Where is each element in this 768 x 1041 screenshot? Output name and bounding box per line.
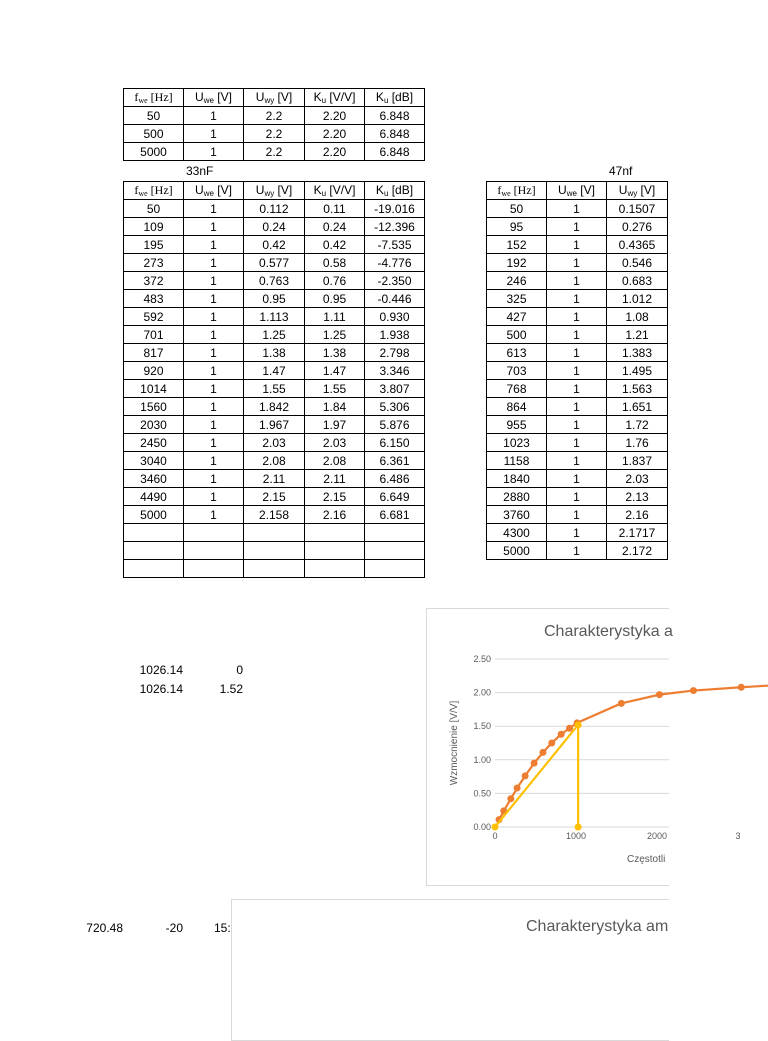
chart-2-title: Charakterystyka am [526, 918, 669, 935]
table-cell[interactable]: 1 [184, 254, 244, 272]
table-row [487, 416, 668, 434]
bottom-value-c: 15: [214, 921, 231, 935]
table-cell[interactable]: 1.383 [607, 344, 668, 362]
table-cell[interactable]: 1 [547, 398, 607, 416]
table-cell[interactable] [244, 542, 305, 560]
table-cell[interactable]: 1 [547, 200, 607, 218]
table-cell[interactable]: 246 [487, 272, 547, 290]
table-cell[interactable]: 0.76 [305, 272, 365, 290]
table-cell[interactable]: 0.763 [244, 272, 305, 290]
table-cell[interactable]: 1 [184, 416, 244, 434]
table-cell[interactable]: 5000 [487, 542, 547, 560]
table-cell[interactable]: 50 [124, 200, 184, 218]
table-cell[interactable]: 768 [487, 380, 547, 398]
table-row [124, 452, 425, 470]
table-cell[interactable]: 50 [487, 200, 547, 218]
data-point [738, 684, 745, 691]
table-cell[interactable]: 1 [547, 308, 607, 326]
table-cell[interactable]: 1.967 [244, 416, 305, 434]
table-cell[interactable]: 1.84 [305, 398, 365, 416]
table-cell[interactable]: 1 [547, 218, 607, 236]
table-row [487, 254, 668, 272]
table-row [124, 560, 425, 578]
y-tick-label: 2.00 [473, 687, 491, 698]
table-cell[interactable]: -4.776 [365, 254, 425, 272]
data-point [548, 740, 555, 747]
table-row [124, 143, 425, 161]
data-point [514, 785, 521, 792]
table-47nf-header-1: $U_{we}$ [V] [547, 182, 607, 200]
table-cell[interactable] [305, 524, 365, 542]
table-cell[interactable]: 2.16 [305, 506, 365, 524]
table-cell[interactable] [184, 524, 244, 542]
table-cell[interactable]: 920 [124, 362, 184, 380]
table-row [487, 452, 668, 470]
table-cell[interactable]: 2.172 [607, 542, 668, 560]
table-cell[interactable]: 1.837 [607, 452, 668, 470]
table-cell[interactable]: 1 [547, 434, 607, 452]
table-cell[interactable]: 0.112 [244, 200, 305, 218]
table-cell[interactable]: 1 [184, 272, 244, 290]
table-cell[interactable]: 0.11 [305, 200, 365, 218]
y-tick-label: 1.00 [473, 754, 491, 765]
table-cell[interactable]: 1 [184, 143, 244, 161]
table-row [124, 218, 425, 236]
table-row [124, 344, 425, 362]
table-cell[interactable]: 0.4365 [607, 236, 668, 254]
table-row [124, 107, 425, 125]
table-cell[interactable]: 6.150 [365, 434, 425, 452]
table-cell[interactable]: 6.848 [365, 125, 425, 143]
table-row [124, 470, 425, 488]
table-row [124, 254, 425, 272]
table-cell[interactable]: 0.95 [305, 290, 365, 308]
table-row [487, 506, 668, 524]
table-cell[interactable]: 2.2 [244, 143, 305, 161]
data-point [522, 772, 529, 779]
table-cell[interactable]: 864 [487, 398, 547, 416]
table-cell[interactable]: 1 [547, 236, 607, 254]
table-cell[interactable]: 1.938 [365, 326, 425, 344]
table-cell[interactable] [184, 542, 244, 560]
data-point [566, 725, 573, 732]
helper-a-2: 1026.14 [139, 682, 183, 696]
table-cell[interactable]: 4300 [487, 524, 547, 542]
table-row [124, 200, 425, 218]
table-row [124, 416, 425, 434]
table-cell[interactable]: -0.446 [365, 290, 425, 308]
table-cell[interactable]: 2.08 [305, 452, 365, 470]
table-cell[interactable]: 3.346 [365, 362, 425, 380]
table-cell[interactable]: 0.546 [607, 254, 668, 272]
table-cell[interactable] [244, 560, 305, 578]
table-cell[interactable]: 6.649 [365, 488, 425, 506]
table-cell[interactable]: 0.1507 [607, 200, 668, 218]
table-cell[interactable]: 2.03 [607, 470, 668, 488]
table-cell[interactable]: 1 [547, 380, 607, 398]
table-cell[interactable]: 2.03 [244, 434, 305, 452]
table-cell[interactable] [124, 542, 184, 560]
table-cell[interactable]: 1560 [124, 398, 184, 416]
table-cell[interactable]: 1.25 [305, 326, 365, 344]
table-cell[interactable]: 1 [547, 488, 607, 506]
table-cell[interactable]: -2.350 [365, 272, 425, 290]
table-cell[interactable]: 6.848 [365, 107, 425, 125]
table-cell[interactable]: 152 [487, 236, 547, 254]
table-row [124, 380, 425, 398]
table-cell[interactable]: 1014 [124, 380, 184, 398]
data-point [690, 687, 697, 694]
table-47nf-header-row [487, 182, 668, 200]
table-cell[interactable]: 1.47 [244, 362, 305, 380]
table-cell[interactable]: 1 [184, 470, 244, 488]
series-line [495, 725, 578, 827]
table-row [487, 326, 668, 344]
table-cell[interactable]: 1 [547, 524, 607, 542]
table-cell[interactable]: 273 [124, 254, 184, 272]
table-cell[interactable]: 1 [184, 308, 244, 326]
table-cell[interactable]: 2.15 [244, 488, 305, 506]
table-cell[interactable]: 5.306 [365, 398, 425, 416]
table-cell[interactable]: 1.55 [244, 380, 305, 398]
table-cell[interactable]: 1 [547, 362, 607, 380]
table-cell[interactable]: 6.486 [365, 470, 425, 488]
table-cell[interactable]: 1 [184, 236, 244, 254]
table-cell[interactable]: 0.42 [244, 236, 305, 254]
reference-table-header-4: $K_u$ [dB] [365, 89, 425, 107]
table-cell[interactable]: 5.876 [365, 416, 425, 434]
table-cell[interactable]: 817 [124, 344, 184, 362]
table-cell[interactable] [124, 560, 184, 578]
reference-table [123, 88, 425, 161]
table-cell[interactable]: -12.396 [365, 218, 425, 236]
table-row [124, 524, 425, 542]
table-cell[interactable]: 1 [184, 107, 244, 125]
table-cell[interactable]: 955 [487, 416, 547, 434]
x-tick-label: 0 [492, 831, 498, 841]
table-cell[interactable]: 2.1717 [607, 524, 668, 542]
table-cell[interactable]: 1 [184, 218, 244, 236]
label-47nf: 47nf [609, 164, 633, 178]
table-cell[interactable]: 1 [547, 290, 607, 308]
table-cell[interactable] [365, 560, 425, 578]
table-cell[interactable]: 1 [547, 254, 607, 272]
table-row [487, 344, 668, 362]
table-cell[interactable]: 0.58 [305, 254, 365, 272]
y-tick-label: 2.50 [473, 654, 491, 664]
table-row [124, 236, 425, 254]
table-cell[interactable]: 2.2 [244, 107, 305, 125]
y-tick-label: 0.00 [473, 822, 491, 832]
table-cell[interactable]: 50 [124, 107, 184, 125]
table-cell[interactable]: 2.13 [607, 488, 668, 506]
reference-table-header-3: $K_u$ [V/V] [305, 89, 365, 107]
table-cell[interactable]: 1.651 [607, 398, 668, 416]
table-cell[interactable]: 1 [184, 290, 244, 308]
table-cell[interactable]: 4490 [124, 488, 184, 506]
table-cell[interactable]: 95 [487, 218, 547, 236]
x-tick-label: 2000 [646, 831, 668, 841]
data-point [575, 824, 582, 831]
data-point [558, 731, 565, 738]
table-cell[interactable]: 2.16 [607, 506, 668, 524]
data-point [492, 824, 499, 831]
table-cell[interactable]: 1 [184, 506, 244, 524]
table-cell[interactable]: 0.95 [244, 290, 305, 308]
table-cell[interactable]: 1 [184, 200, 244, 218]
table-cell[interactable]: 1 [184, 344, 244, 362]
table-row [487, 470, 668, 488]
table-row [124, 272, 425, 290]
table-cell[interactable]: 592 [124, 308, 184, 326]
table-cell[interactable]: 1 [547, 344, 607, 362]
table-33nf-header-0: $f_{we}$ [Hz] [124, 182, 184, 200]
table-33nf-header-4: $K_u$ [dB] [365, 182, 425, 200]
table-cell[interactable]: 192 [487, 254, 547, 272]
table-33nf-header-1: $U_{we}$ [V] [184, 182, 244, 200]
x-tick-label: 3 [735, 831, 741, 841]
table-cell[interactable]: 703 [487, 362, 547, 380]
data-point [656, 691, 663, 698]
table-33nf-header-2: $U_{wy}$ [V] [244, 182, 305, 200]
table-cell[interactable]: 1.76 [607, 434, 668, 452]
y-tick-label: 0.50 [473, 788, 491, 799]
table-cell[interactable]: 5000 [124, 143, 184, 161]
table-cell[interactable]: 2.11 [244, 470, 305, 488]
reference-table-header-0: $f_{we}$ [Hz] [124, 89, 184, 107]
table-cell[interactable] [365, 542, 425, 560]
table-cell[interactable]: 0.42 [305, 236, 365, 254]
table-cell[interactable]: 1.11 [305, 308, 365, 326]
table-cell[interactable]: 2.158 [244, 506, 305, 524]
table-33nf-header-row [124, 182, 425, 200]
table-cell[interactable]: 195 [124, 236, 184, 254]
chart-gain-db[interactable] [231, 899, 669, 1041]
table-cell[interactable]: 1.38 [244, 344, 305, 362]
table-cell[interactable]: 2.11 [305, 470, 365, 488]
table-47nf-header-0: $f_{we}$ [Hz] [487, 182, 547, 200]
table-cell[interactable]: 1 [547, 470, 607, 488]
table-row [487, 524, 668, 542]
table-cell[interactable]: 1 [184, 434, 244, 452]
table-row [124, 290, 425, 308]
table-cell[interactable]: 0.276 [607, 218, 668, 236]
table-row [487, 218, 668, 236]
table-cell[interactable]: 2.03 [305, 434, 365, 452]
table-cell[interactable] [305, 542, 365, 560]
table-cell[interactable] [124, 524, 184, 542]
table-33nf [123, 181, 425, 578]
helper-b-1: 0 [236, 663, 243, 677]
table-cell[interactable]: 2.2 [244, 125, 305, 143]
table-cell[interactable]: 1 [547, 506, 607, 524]
table-cell[interactable]: 0.24 [305, 218, 365, 236]
bottom-value-a: 720.48 [86, 921, 123, 935]
table-cell[interactable]: 0.683 [607, 272, 668, 290]
table-cell[interactable]: 3.807 [365, 380, 425, 398]
helper-b-2: 1.52 [219, 682, 243, 696]
table-cell[interactable]: 500 [124, 125, 184, 143]
table-cell[interactable] [244, 524, 305, 542]
table-47nf-header-2: $U_{wy}$ [V] [607, 182, 668, 200]
helper-a-1: 1026.14 [139, 663, 183, 677]
table-row [124, 506, 425, 524]
table-row [487, 488, 668, 506]
table-cell[interactable]: 1 [547, 452, 607, 470]
table-row [487, 236, 668, 254]
series-line [499, 682, 768, 820]
table-cell[interactable] [365, 524, 425, 542]
data-point [539, 749, 546, 756]
bottom-value-b: -20 [165, 921, 183, 935]
chart-1-title: Charakterystyka a [544, 623, 673, 640]
table-cell[interactable]: 1.72 [607, 416, 668, 434]
reference-table-header-1: $U_{we}$ [V] [184, 89, 244, 107]
table-cell[interactable] [305, 560, 365, 578]
table-33nf-header-3: $K_u$ [V/V] [305, 182, 365, 200]
reference-table-header-row [124, 89, 425, 107]
table-cell[interactable]: 1 [184, 452, 244, 470]
table-cell[interactable]: 1 [184, 326, 244, 344]
table-row [487, 434, 668, 452]
table-cell[interactable]: 427 [487, 308, 547, 326]
table-cell[interactable]: 2030 [124, 416, 184, 434]
table-cell[interactable]: 1.113 [244, 308, 305, 326]
table-row [487, 362, 668, 380]
data-point [507, 795, 514, 802]
table-cell[interactable]: 1158 [487, 452, 547, 470]
table-cell[interactable]: 1.495 [607, 362, 668, 380]
table-cell[interactable]: 2450 [124, 434, 184, 452]
table-cell[interactable]: 1.38 [305, 344, 365, 362]
table-cell[interactable]: 6.361 [365, 452, 425, 470]
table-cell[interactable] [184, 560, 244, 578]
table-cell[interactable]: 1 [184, 398, 244, 416]
table-cell[interactable]: 1 [547, 272, 607, 290]
table-cell[interactable]: 1 [184, 125, 244, 143]
table-cell[interactable]: 5000 [124, 506, 184, 524]
table-row [124, 434, 425, 452]
x-axis-label: Częstotli [627, 854, 666, 865]
data-point [531, 760, 538, 767]
reference-table-header-2: $U_{wy}$ [V] [244, 89, 305, 107]
table-cell[interactable]: 483 [124, 290, 184, 308]
table-cell[interactable]: 2.15 [305, 488, 365, 506]
table-cell[interactable]: 3040 [124, 452, 184, 470]
table-row [487, 308, 668, 326]
table-cell[interactable]: 2880 [487, 488, 547, 506]
table-cell[interactable]: 1.97 [305, 416, 365, 434]
label-33nf: 33nF [186, 164, 214, 178]
table-47nf [486, 181, 668, 560]
table-cell[interactable]: 1 [184, 362, 244, 380]
table-row [487, 272, 668, 290]
table-cell[interactable]: 325 [487, 290, 547, 308]
table-cell[interactable]: 6.681 [365, 506, 425, 524]
y-axis-label: Wzmocnienie [V/V] [449, 700, 460, 786]
table-cell[interactable]: 701 [124, 326, 184, 344]
table-row [487, 290, 668, 308]
table-cell[interactable]: 1.47 [305, 362, 365, 380]
data-point [575, 721, 582, 728]
chart-1-plot [427, 609, 741, 885]
table-cell[interactable]: 1 [184, 380, 244, 398]
table-row [487, 542, 668, 560]
table-cell[interactable]: 109 [124, 218, 184, 236]
table-cell[interactable]: 1.842 [244, 398, 305, 416]
table-cell[interactable]: -19.016 [365, 200, 425, 218]
table-cell[interactable]: 1.55 [305, 380, 365, 398]
table-cell[interactable]: 1 [547, 326, 607, 344]
table-cell[interactable]: 1840 [487, 470, 547, 488]
table-cell[interactable]: 1023 [487, 434, 547, 452]
table-row [487, 398, 668, 416]
table-cell[interactable]: 2.20 [305, 125, 365, 143]
table-cell[interactable]: 2.20 [305, 143, 365, 161]
table-cell[interactable]: 1.25 [244, 326, 305, 344]
table-cell[interactable]: 6.848 [365, 143, 425, 161]
table-row [487, 380, 668, 398]
table-cell[interactable]: 3760 [487, 506, 547, 524]
table-cell[interactable]: 613 [487, 344, 547, 362]
table-row [124, 398, 425, 416]
chart-gain-33nf[interactable] [426, 608, 741, 886]
table-cell[interactable]: 2.08 [244, 452, 305, 470]
table-cell[interactable]: 0.24 [244, 218, 305, 236]
table-cell[interactable]: 1 [547, 416, 607, 434]
table-cell[interactable]: 1.012 [607, 290, 668, 308]
data-point [618, 700, 625, 707]
table-cell[interactable]: 3460 [124, 470, 184, 488]
table-row [124, 362, 425, 380]
x-tick-label: 1000 [565, 831, 587, 841]
table-cell[interactable]: 2.20 [305, 107, 365, 125]
table-cell[interactable]: 500 [487, 326, 547, 344]
table-row [124, 542, 425, 560]
table-cell[interactable]: -7.535 [365, 236, 425, 254]
y-tick-label: 1.50 [473, 721, 491, 732]
table-cell[interactable]: 1.08 [607, 308, 668, 326]
table-cell[interactable]: 1 [547, 542, 607, 560]
table-cell[interactable]: 372 [124, 272, 184, 290]
table-row [124, 488, 425, 506]
table-row [124, 326, 425, 344]
table-cell[interactable]: 0.577 [244, 254, 305, 272]
table-cell[interactable]: 2.798 [365, 344, 425, 362]
table-cell[interactable]: 1.21 [607, 326, 668, 344]
table-row [124, 125, 425, 143]
table-row [124, 308, 425, 326]
table-row [487, 200, 668, 218]
table-cell[interactable]: 1.563 [607, 380, 668, 398]
table-cell[interactable]: 1 [184, 488, 244, 506]
table-cell[interactable]: 0.930 [365, 308, 425, 326]
